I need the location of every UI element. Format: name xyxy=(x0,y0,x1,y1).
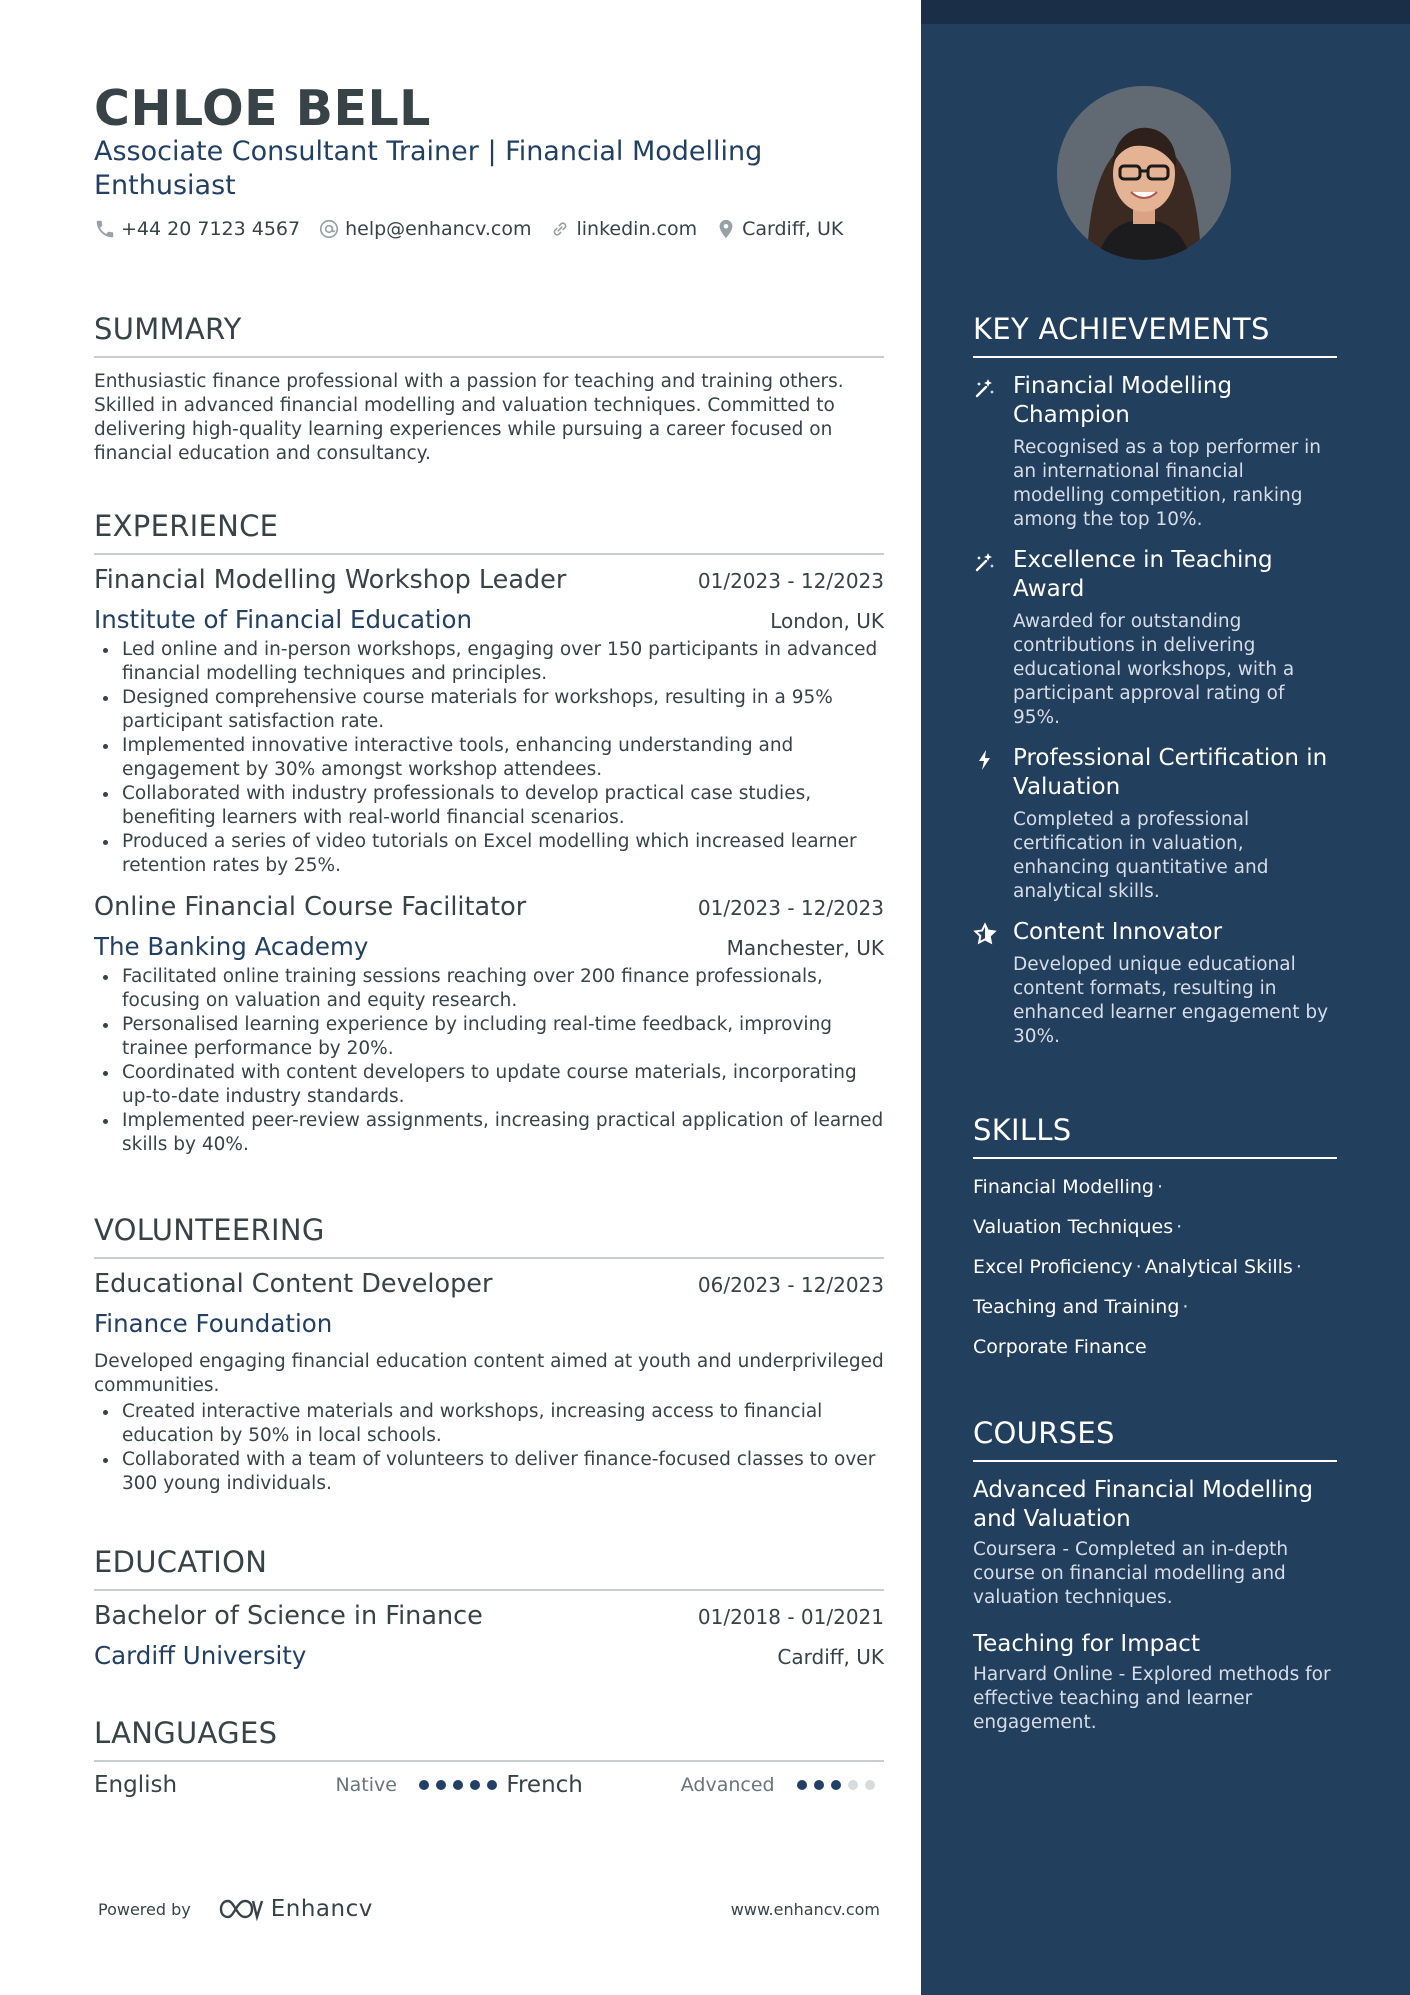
course-item xyxy=(973,1476,1337,1610)
volunteering-title: VOLUNTEERING xyxy=(94,1213,884,1259)
education-title: EDUCATION xyxy=(94,1545,884,1591)
achievement-title: Excellence in Teaching Award xyxy=(1013,547,1273,602)
achievement-title: Content Innovator xyxy=(1013,919,1223,945)
trophy-wand-icon xyxy=(973,376,997,400)
volunteer-role: Educational Content Developer xyxy=(94,1269,493,1299)
phone-icon xyxy=(94,218,116,240)
candidate-headline: Associate Consultant Trainer | Financial Modelling Enthusiast xyxy=(94,136,763,201)
experience-entry xyxy=(94,892,884,1157)
rating-dot-filled xyxy=(831,1780,841,1790)
school: Cardiff University xyxy=(94,1641,307,1670)
language-name: French xyxy=(506,1772,583,1798)
achievement-title: Financial Modelling Champion xyxy=(1013,373,1233,428)
volunteer-dates: 06/2023 - 12/2023 xyxy=(697,1273,884,1297)
avatar-illustration xyxy=(1057,86,1231,260)
contact-link[interactable] xyxy=(549,218,697,240)
achievement-description: Recognised as a top performer in an international financial modelling competition, ranking among the top 10%. xyxy=(1013,437,1322,530)
contact-email[interactable] xyxy=(318,218,531,240)
list-item: Implemented peer-review assignments, increasing practical application of learned skills by 40%. xyxy=(94,1109,884,1157)
job-location: Manchester, UK xyxy=(726,936,884,960)
contact-location xyxy=(715,218,843,240)
powered-by xyxy=(98,1895,373,1923)
language-rating xyxy=(419,1780,506,1790)
list-item: Implemented innovative interactive tools, enhancing understanding and engagement by 30% amongst workshop attendees. xyxy=(94,734,884,782)
at-icon xyxy=(318,218,340,240)
languages-title: LANGUAGES xyxy=(94,1716,884,1762)
courses-title: COURSES xyxy=(973,1416,1337,1462)
lightning-icon xyxy=(973,748,997,772)
link-icon xyxy=(549,218,571,240)
star-icon xyxy=(973,922,997,946)
sidebar-top-bar xyxy=(921,0,1410,24)
rating-dot-filled xyxy=(814,1780,824,1790)
course-title: Teaching for Impact xyxy=(973,1631,1200,1657)
skill-label: Corporate Finance xyxy=(973,1336,1147,1358)
location-pin-icon xyxy=(715,218,737,240)
list-item: Led online and in-person workshops, engaging over 150 participants in advanced financial modelling techniques and principles. xyxy=(94,638,884,686)
skill-tag: Financial Modelling · xyxy=(973,1176,1163,1198)
achievement-title: Professional Certification in Valuation xyxy=(1013,745,1328,800)
degree: Bachelor of Science in Finance xyxy=(94,1601,483,1631)
email-text: help@enhancv.com xyxy=(345,218,532,240)
list-item: Designed comprehensive course materials for workshops, resulting in a 95% participant satisfaction rate. xyxy=(94,686,884,734)
courses-section xyxy=(973,1416,1337,1735)
experience-entry xyxy=(94,565,884,878)
rating-dot-filled xyxy=(436,1780,446,1790)
location-text: Cardiff, UK xyxy=(742,218,844,240)
list-item: Created interactive materials and workshops, increasing access to financial education by 50% in local schools. xyxy=(94,1400,884,1448)
achievements-title: KEY ACHIEVEMENTS xyxy=(973,312,1337,358)
footer-website[interactable]: www.enhancv.com xyxy=(730,1899,880,1919)
contact-phone[interactable] xyxy=(94,218,300,240)
school-location: Cardiff, UK xyxy=(777,1645,884,1669)
list-item: Produced a series of video tutorials on Excel modelling which increased learner retention rates by 25%. xyxy=(94,830,884,878)
job-bullets xyxy=(94,965,884,1157)
rating-dot-empty xyxy=(848,1780,858,1790)
rating-dot-empty xyxy=(865,1780,875,1790)
rating-dot-filled xyxy=(419,1780,429,1790)
job-title: Financial Modelling Workshop Leader xyxy=(94,565,567,595)
language-rating xyxy=(797,1780,884,1790)
skills-title: SKILLS xyxy=(973,1113,1337,1159)
rating-dot-filled xyxy=(487,1780,497,1790)
achievement-description: Completed a professional certification in valuation, enhancing quantitative and analytical skills. xyxy=(1013,809,1269,902)
skill-tag: Valuation Techniques · xyxy=(973,1216,1183,1238)
language-level: Advanced xyxy=(680,1774,775,1796)
job-company: The Banking Academy xyxy=(94,932,369,961)
list-item: Collaborated with a team of volunteers to deliver finance-focused classes to over 300 young individuals. xyxy=(94,1448,884,1496)
brand-logo[interactable] xyxy=(217,1895,373,1923)
achievement-item xyxy=(973,372,1337,532)
enhancv-logo-icon xyxy=(217,1895,265,1923)
achievement-item xyxy=(973,918,1337,1049)
job-location: London, UK xyxy=(770,609,884,633)
volunteer-org: Finance Foundation xyxy=(94,1309,333,1338)
skill-label: Excel Proficiency xyxy=(973,1256,1133,1278)
languages-row xyxy=(94,1772,884,1798)
contact-bar xyxy=(94,218,861,240)
course-item xyxy=(973,1630,1337,1735)
volunteer-bullets xyxy=(94,1400,884,1496)
experience-section xyxy=(94,509,884,1157)
summary-text: Enthusiastic finance professional with a passion for teaching and training others. Skilled in advanced financial modelling and valuation techniques. Committed to delivering high-quality learning experiences while pursuing a career focused on financial education and consultancy. xyxy=(94,371,844,464)
language-name: English xyxy=(94,1772,178,1798)
avatar xyxy=(1057,86,1231,260)
achievement-item xyxy=(973,546,1337,730)
rating-dot-filled xyxy=(470,1780,480,1790)
candidate-name: CHLOE BELL xyxy=(94,80,431,137)
job-company: Institute of Financial Education xyxy=(94,605,472,634)
powered-by-label: Powered by xyxy=(98,1899,191,1919)
skill-label: Teaching and Training xyxy=(973,1296,1180,1318)
job-dates: 01/2023 - 12/2023 xyxy=(697,896,884,920)
summary-section xyxy=(94,312,884,466)
list-item: Coordinated with content developers to update course materials, incorporating up-to-date industry standards. xyxy=(94,1061,884,1109)
brand-name: Enhancv xyxy=(270,1896,373,1922)
skill-label: Financial Modelling xyxy=(973,1176,1154,1198)
volunteer-description: Developed engaging financial education content aimed at youth and underprivileged communities. xyxy=(94,1351,884,1396)
education-dates: 01/2018 - 01/2021 xyxy=(697,1605,884,1629)
footer xyxy=(98,1895,880,1923)
language-level: Native xyxy=(335,1774,397,1796)
achievements-section xyxy=(973,312,1337,1049)
skill-label: Analytical Skills xyxy=(1144,1256,1293,1278)
skills-section xyxy=(973,1113,1337,1359)
phone-text: +44 20 7123 4567 xyxy=(121,218,301,240)
list-item: Facilitated online training sessions reaching over 200 finance professionals, focusing on valuation and equity research. xyxy=(94,965,884,1013)
volunteering-section xyxy=(94,1213,884,1496)
skill-label: Valuation Techniques xyxy=(973,1216,1174,1238)
skill-tag xyxy=(973,1335,1337,1359)
sidebar xyxy=(921,0,1410,1995)
link-text: linkedin.com xyxy=(576,218,698,240)
rating-dot-filled xyxy=(453,1780,463,1790)
course-description: Coursera - Completed an in-depth course on financial modelling and valuation techniques. xyxy=(973,1539,1289,1608)
list-item: Collaborated with industry professionals to develop practical case studies, benefiting learners with real-world financial scenarios. xyxy=(94,782,884,830)
job-dates: 01/2023 - 12/2023 xyxy=(697,569,884,593)
achievement-description: Developed unique educational content formats, resulting in enhanced learner engagement by 30%. xyxy=(1013,954,1329,1047)
list-item: Personalised learning experience by including real-time feedback, improving trainee performance by 20%. xyxy=(94,1013,884,1061)
skill-tag: Teaching and Training · xyxy=(973,1296,1189,1318)
education-section xyxy=(94,1545,884,1670)
rating-dot-filled xyxy=(797,1780,807,1790)
skill-tag: Excel Proficiency · Analytical Skills · xyxy=(973,1256,1302,1278)
trophy-wand-icon xyxy=(973,550,997,574)
languages-section xyxy=(94,1716,884,1798)
job-title: Online Financial Course Facilitator xyxy=(94,892,527,922)
experience-title: EXPERIENCE xyxy=(94,509,884,555)
summary-title: SUMMARY xyxy=(94,312,884,358)
job-bullets xyxy=(94,638,884,878)
achievement-item xyxy=(973,744,1337,904)
course-description: Harvard Online - Explored methods for effective teaching and learner engagement. xyxy=(973,1664,1331,1733)
course-title: Advanced Financial Modelling and Valuation xyxy=(973,1477,1313,1532)
achievement-description: Awarded for outstanding contributions in delivering educational workshops, with a participant approval rating of 95%. xyxy=(1013,611,1295,728)
